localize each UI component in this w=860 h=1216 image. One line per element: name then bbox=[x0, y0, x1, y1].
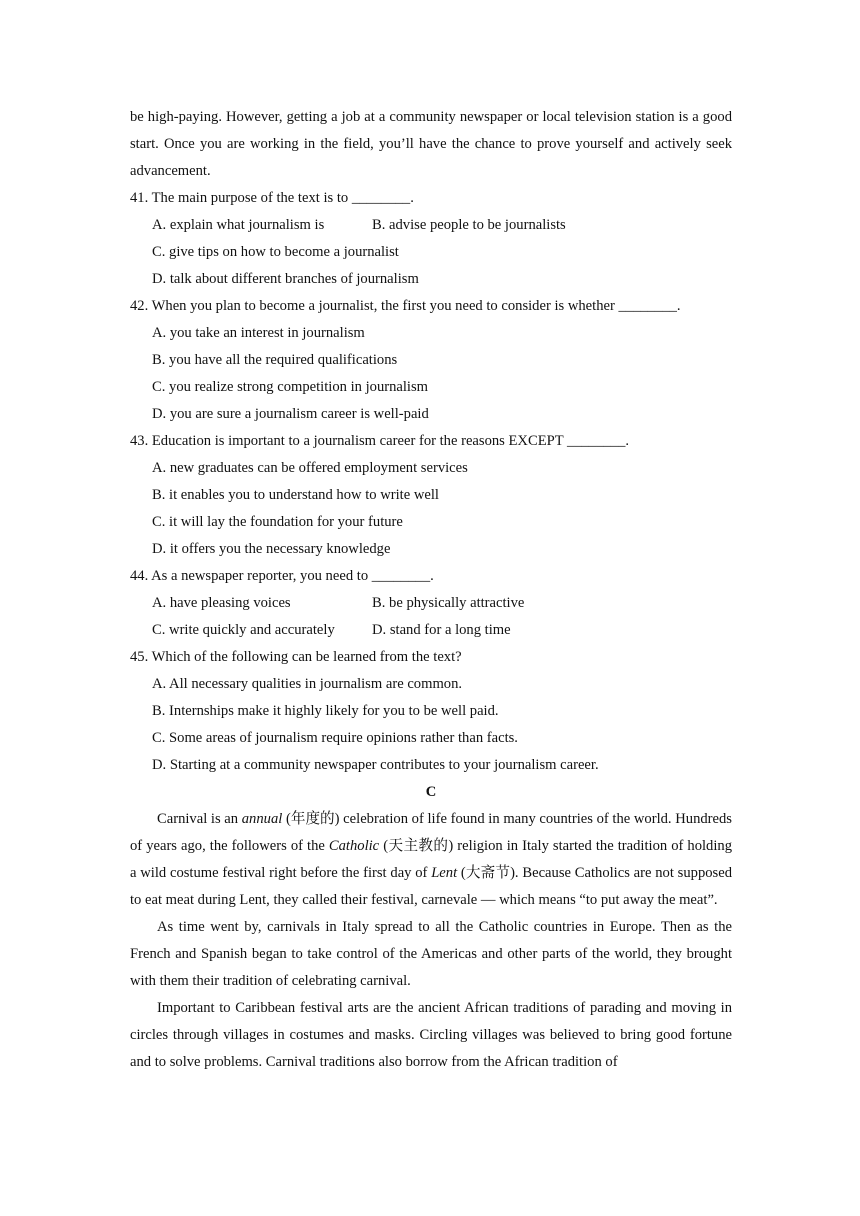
q45-option-c[interactable]: C. Some areas of journalism require opinions rather than facts. bbox=[152, 730, 518, 746]
q41-option-a[interactable]: A. explain what journalism is bbox=[152, 217, 325, 233]
question-44-options-row1 bbox=[130, 590, 732, 617]
q44-option-b[interactable]: B. be physically attractive bbox=[372, 595, 525, 611]
document-page bbox=[130, 104, 732, 1076]
question-42-stem: 42. When you plan to become a journalist, the first you need to consider is whether ________. bbox=[130, 298, 681, 314]
question-41-stem: 41. The main purpose of the text is to ________. bbox=[130, 190, 414, 206]
section-c-paragraph-2: As time went by, carnivals in Italy spread to all the Catholic countries in Europe. Then as the French and Spanish began to take control of the Americas and other parts of the world, they brought with them their tradition of celebrating carnival. bbox=[130, 919, 732, 989]
p1-text-4: (大斋节). Because Catholics are not supposed to eat meat during Lent, they called their festival, carnevale — which means “to put away the meat”. bbox=[130, 865, 732, 908]
q41-option-c[interactable]: C. give tips on how to become a journalist bbox=[152, 244, 399, 260]
q44-option-c[interactable]: C. write quickly and accurately bbox=[152, 622, 335, 638]
q41-option-b[interactable]: B. advise people to be journalists bbox=[372, 217, 566, 233]
question-44-options-row2 bbox=[130, 617, 732, 644]
question-45-stem: 45. Which of the following can be learned from the text? bbox=[130, 649, 462, 665]
q43-option-c[interactable]: C. it will lay the foundation for your future bbox=[152, 514, 403, 530]
p1-text-1: Carnival is an bbox=[157, 811, 242, 827]
q43-option-b[interactable]: B. it enables you to understand how to write well bbox=[152, 487, 439, 503]
p1-text-3: (天主教的) religion in Italy started the tradition of holding a wild costume festival right before the first day of bbox=[130, 838, 733, 881]
section-c-paragraph-3: Important to Caribbean festival arts are the ancient African traditions of parading and moving in circles through villages in costumes and masks. Circling villages was believed to bring good fortune and to solve problems. Carnival traditions also borrow from the African tradition of bbox=[130, 1000, 732, 1070]
q45-option-b[interactable]: B. Internships make it highly likely for you to be well paid. bbox=[152, 703, 499, 719]
q42-option-b[interactable]: B. you have all the required qualifications bbox=[152, 352, 398, 368]
p1-term-lent: Lent bbox=[431, 865, 458, 881]
q41-option-d[interactable]: D. talk about different branches of journalism bbox=[152, 271, 419, 287]
section-c-paragraph-1 bbox=[130, 806, 732, 914]
question-43-stem: 43. Education is important to a journalism career for the reasons EXCEPT ________. bbox=[130, 433, 630, 449]
q44-option-a[interactable]: A. have pleasing voices bbox=[152, 595, 291, 611]
q42-option-a[interactable]: A. you take an interest in journalism bbox=[152, 325, 365, 341]
intro-paragraph: be high-paying. However, getting a job at a community newspaper or local television station is a good start. Once you are working in the field, you’ll have the chance to prove yourself and actively seek advancement. bbox=[130, 109, 732, 179]
q43-option-a[interactable]: A. new graduates can be offered employment services bbox=[152, 460, 468, 476]
p1-term-catholic: Catholic bbox=[328, 838, 380, 854]
q42-option-c[interactable]: C. you realize strong competition in journalism bbox=[152, 379, 429, 395]
q43-option-d[interactable]: D. it offers you the necessary knowledge bbox=[152, 541, 391, 557]
q42-option-d[interactable]: D. you are sure a journalism career is well-paid bbox=[152, 406, 429, 422]
q44-option-d[interactable]: D. stand for a long time bbox=[372, 622, 511, 638]
q45-option-a[interactable]: A. All necessary qualities in journalism are common. bbox=[152, 676, 463, 692]
question-41-options-row1 bbox=[130, 212, 732, 239]
q45-option-d[interactable]: D. Starting at a community newspaper contributes to your journalism career. bbox=[152, 757, 599, 773]
p1-term-annual: annual bbox=[241, 811, 283, 827]
question-44-stem: 44. As a newspaper reporter, you need to ________. bbox=[130, 568, 434, 584]
p1-text-2: (年度的) celebration of life found in many countries of the world. Hundreds of years ago, the followers of the bbox=[130, 811, 732, 854]
section-c-heading: C bbox=[425, 784, 437, 800]
